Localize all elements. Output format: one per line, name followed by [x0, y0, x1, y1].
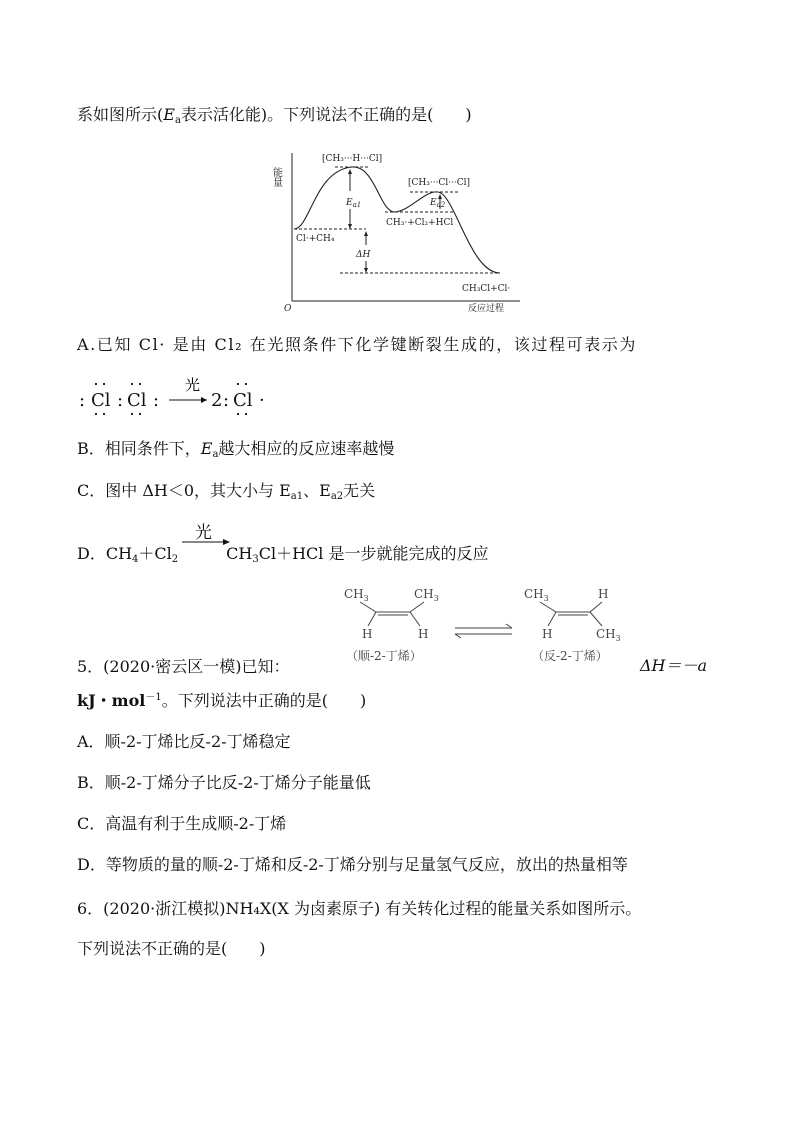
svg-text::: : — [117, 390, 124, 411]
q5-option-d: D．等物质的量的顺-2-丁烯和反-2-丁烯分别与足量氢气反应，放出的热量相等 — [77, 855, 628, 874]
intro-line: 系如图所示($E_a$表示活化能)。下列说法不正确的是( ) — [77, 105, 472, 126]
cl-atom-1: Cl — [91, 390, 111, 411]
energy-diagram — [270, 145, 530, 315]
butene-structures — [340, 580, 630, 670]
origin-label: O — [284, 304, 292, 314]
cl-atom-2: Cl — [127, 390, 147, 411]
cis-h-left: H — [362, 627, 373, 641]
lewis-equation — [77, 374, 287, 424]
trans-label: （反-2-丁烯） — [532, 649, 608, 663]
cis-ch3-right: $CH_3$ — [414, 587, 439, 603]
trans-h-left: H — [542, 627, 553, 641]
light-label-a: 光 — [185, 376, 201, 394]
trans-h-right: H — [598, 587, 609, 601]
trans-ch3-left: $CH_3$ — [524, 587, 549, 603]
trans-ch3-right: $CH_3$ — [596, 627, 621, 643]
cis-ch3-left: $CH_3$ — [344, 587, 369, 603]
cis-h-right: H — [418, 627, 429, 641]
y-axis-label: 能量 — [270, 167, 282, 187]
light-label-d: 光 — [195, 523, 212, 543]
q6-line2: 下列说法不正确的是( ) — [77, 939, 266, 958]
cis-label: （顺-2-丁烯） — [346, 649, 422, 663]
q6-line1: 6．(2020·浙江模拟)NH₄X(X 为卤素原子) 有关转化过程的能量关系如图所示。 — [77, 899, 642, 918]
ts2-label: [CH₃···Cl···Cl] — [408, 178, 471, 188]
q5-stem: 5．(2020·密云区一模)已知： — [77, 657, 290, 676]
q5-delta-h: ΔH＝－a — [640, 656, 708, 675]
reaction-arrow-d — [182, 537, 232, 547]
q5-option-a: A．顺-2-丁烯比反-2-丁烯稳定 — [77, 732, 291, 751]
option-d: D．$CH_4+Cl_2$ $CH_3Cl+HCl$ 是一步就能完成的反应 — [77, 544, 489, 565]
cl-atom-3: Cl — [233, 390, 253, 411]
option-c: C．图中 ΔH＜0，其大小与 $E_{a1}$、$E_{a2}$无关 — [77, 481, 376, 502]
svg-text:·: · — [259, 390, 265, 411]
option-b: B．相同条件下，$E_a$越大相应的反应速率越慢 — [77, 439, 395, 460]
ts1-label: [CH₃···H···Cl] — [322, 154, 383, 164]
delta-h-label: ΔH — [356, 250, 371, 260]
ea1-label: $E_{a1}$ — [346, 198, 362, 209]
ea2-label: $E_{a2}$ — [430, 198, 446, 209]
coef: 2 — [211, 390, 223, 411]
svg-text::: : — [223, 390, 230, 411]
q5-option-b: B．顺-2-丁烯分子比反-2-丁烯分子能量低 — [77, 773, 371, 792]
x-axis-label: 反应过程 — [468, 304, 505, 314]
q5-unit-line: kJ・mol$^{-1}$。下列说法中正确的是( ) — [77, 691, 367, 710]
intermediate-label: CH₃·+Cl₂+HCl — [386, 218, 454, 228]
svg-text::: : — [79, 390, 86, 411]
option-a: A.已知 Cl· 是由 Cl₂ 在光照条件下化学键断裂生成的，该过程可表示为 — [77, 335, 638, 354]
reactants-label: Cl·+CH₄ — [296, 234, 335, 244]
q5-option-c: C．高温有利于生成顺-2-丁烯 — [77, 814, 287, 833]
svg-text::: : — [153, 390, 160, 411]
products-label: CH₃Cl+Cl· — [462, 284, 511, 294]
